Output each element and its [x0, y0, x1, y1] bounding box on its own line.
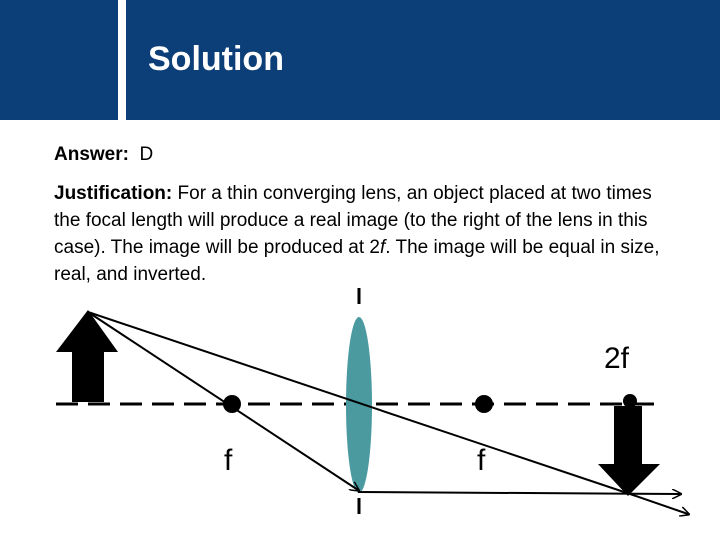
justification-italic-f: f: [380, 237, 386, 258]
page-title: Solution: [148, 40, 284, 78]
ray-through-center-extension: [630, 494, 688, 514]
converging-lens: [346, 317, 372, 493]
ray-through-focal-point: [88, 312, 358, 490]
justification-text-before: For a thin converging lens, an object placed at two times the focal length will produce a real image (to the right of the lens in this case). The image will be produced at 2: [54, 183, 652, 258]
label-f-right: f: [477, 444, 486, 477]
two-f-point: [623, 394, 637, 408]
object-arrow: [56, 310, 118, 402]
justification-label: Justification:: [54, 183, 173, 204]
answer-label: Answer:: [54, 144, 129, 165]
label-2f: 2f: [604, 342, 630, 375]
justification-text-after: . The image will be equal in size, real, and inverted.: [54, 237, 660, 285]
answer-value: D: [139, 144, 154, 165]
focal-point-right: [475, 395, 493, 413]
image-arrow: [598, 406, 660, 496]
label-f-left: f: [224, 444, 233, 477]
